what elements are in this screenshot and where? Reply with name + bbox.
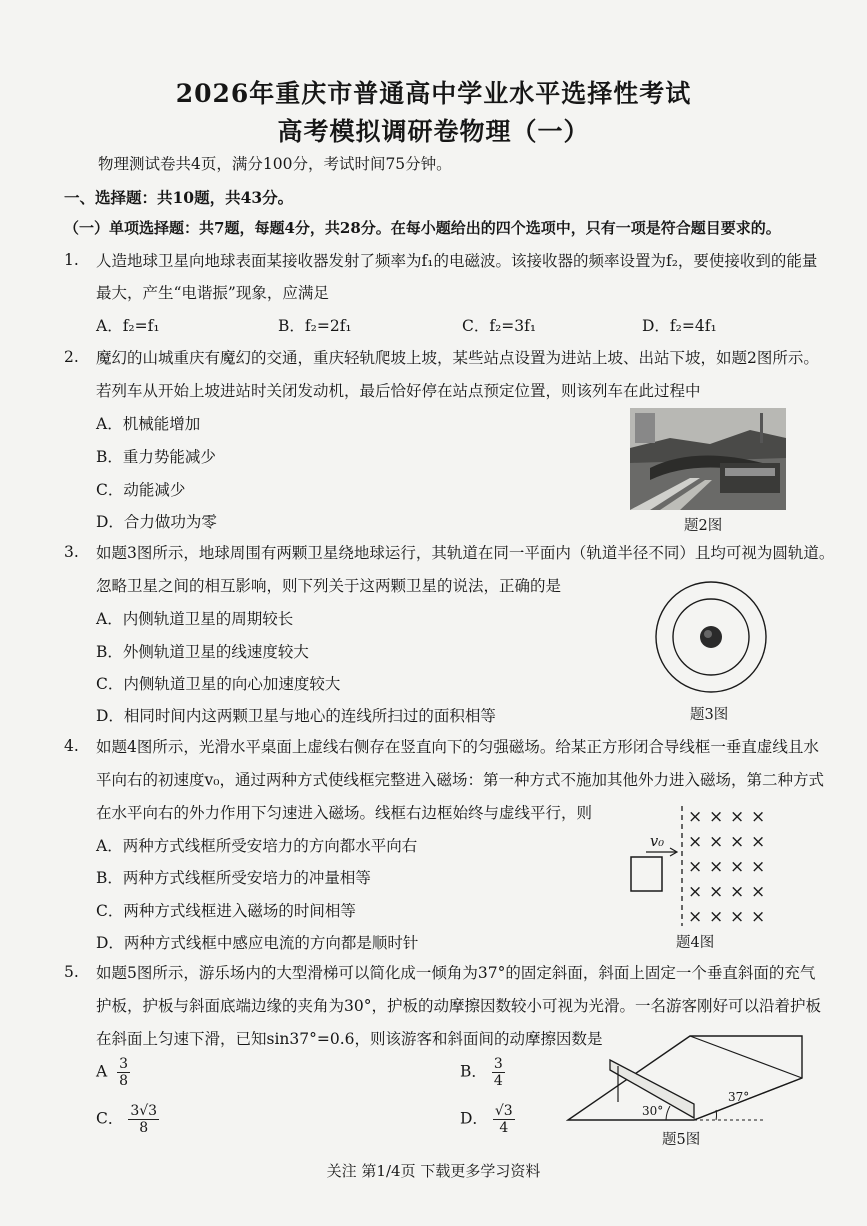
- q3-stem-line2: 忽略卫星之间的相互影响，则下列关于这两颗卫星的说法，正确的是: [96, 577, 562, 595]
- q2-option-c: C．动能减少: [96, 481, 186, 499]
- q2-stem-line2: 若列车从开始上坡进站时关闭发动机，最后恰好停在站点预定位置，则该列车在此过程中: [96, 382, 701, 400]
- field-cross-symbol: ×: [709, 882, 724, 902]
- field-cross-symbol: ×: [751, 807, 766, 827]
- q5-option-a-label: A: [96, 1062, 108, 1081]
- earth: [700, 626, 722, 648]
- exam-title: 2026年重庆市普通高中学业水平选择性考试: [175, 79, 692, 108]
- field-cross-symbol: ×: [730, 807, 745, 827]
- q2-option-d: D．合力做功为零: [96, 513, 217, 531]
- field-cross-symbol: ×: [688, 907, 703, 927]
- q3-option-d: D．相同时间内这两颗卫星与地心的连线所扫过的面积相等: [96, 707, 496, 725]
- field-cross-symbol: ×: [751, 857, 766, 877]
- field-cross-symbol: ×: [730, 832, 745, 852]
- q3-number: 3.: [64, 543, 79, 561]
- q5-number: 5.: [64, 963, 79, 981]
- q3-option-b: B．外侧轨道卫星的线速度较大: [96, 643, 309, 661]
- q1-option-d: D．f₂=4f₁: [642, 317, 717, 335]
- q5-option-d-label: D．: [460, 1109, 488, 1128]
- q1-stem-line1: 人造地球卫星向地球表面某接收器发射了频率为f₁的电磁波。该接收器的频率设置为f₂，要使接收到的能量: [96, 252, 818, 270]
- q4-option-d: D．两种方式线框中感应电流的方向都是顺时针: [96, 934, 419, 952]
- q4-magnetic-field-diagram: [626, 800, 776, 930]
- q3-option-c: C．内侧轨道卫星的向心加速度较大: [96, 675, 341, 693]
- field-cross-symbol: ×: [751, 832, 766, 852]
- q5-option-d-fraction: $\frac{√3}{4}$: [494, 1103, 513, 1136]
- q2-stem-line1: 魔幻的山城重庆有魔幻的交通，重庆轻轨爬坡上坡，某些站点设置为进站上坡、出站下坡，如题2图所示。: [96, 349, 819, 367]
- field-cross-symbol: ×: [730, 907, 745, 927]
- q2-option-b: B．重力势能减少: [96, 448, 216, 466]
- q2-option-a: A．机械能增加: [96, 415, 201, 433]
- exam-intro: 物理测试卷共4页，满分100分，考试时间75分钟。: [98, 155, 452, 173]
- q2-figure-caption: 题2图: [684, 518, 723, 534]
- q1-number: 1.: [64, 251, 79, 269]
- q5-option-d: [460, 1103, 515, 1136]
- field-cross-symbol: ×: [709, 857, 724, 877]
- q4-stem-line1: 如题4图所示，光滑水平桌面上虚线右侧存在竖直向下的匀强磁场。给某正方形闭合导线框一垂直虚线且水: [96, 738, 819, 756]
- q3-stem-line1: 如题3图所示，地球周围有两颗卫星绕地球运行，其轨道在同一平面内（轨道半径不同）且均可视为圆轨道。: [96, 544, 835, 562]
- q4-option-b: B．两种方式线框所受安培力的冲量相等: [96, 869, 371, 887]
- section-heading: 一、选择题：共10题，共43分。: [64, 188, 294, 207]
- q4-v0-label: v₀: [650, 834, 665, 850]
- q4-option-c: C．两种方式线框进入磁场的时间相等: [96, 902, 356, 920]
- field-cross-symbol: ×: [751, 907, 766, 927]
- q5-option-c: [96, 1103, 159, 1136]
- field-cross-symbol: ×: [688, 882, 703, 902]
- field-cross-symbol: ×: [688, 857, 703, 877]
- q5-slide-diagram: [566, 1030, 806, 1126]
- q4-stem-line2: 平向右的初速度v₀，通过两种方式使线框完整进入磁场：第一种方式不施加其他外力进入磁场，第二种方式: [96, 771, 824, 789]
- q3-option-a: A．内侧轨道卫星的周期较长: [96, 610, 294, 628]
- q5-stem-line2: 护板，护板与斜面底端边缘的夹角为30°，护板的动摩擦因数较小可视为光滑。一名游客刚好可以沿着护板: [96, 997, 821, 1015]
- q5-option-b-fraction: $\frac{3}{4}$: [493, 1056, 503, 1089]
- q5-option-c-label: C．: [96, 1109, 124, 1128]
- q4-stem-line3: 在水平向右的外力作用下匀速进入磁场。线框右边框始终与虚线平行，则: [96, 804, 593, 822]
- q3-orbit-diagram: [650, 578, 772, 700]
- q5-option-c-fraction: $\frac{3√3}{8}$: [130, 1103, 158, 1136]
- field-cross-symbol: ×: [709, 907, 724, 927]
- q1-option-a: A．f₂=f₁: [96, 317, 160, 335]
- q5-angle-30: 30°: [642, 1104, 664, 1118]
- q2-number: 2.: [64, 348, 79, 366]
- subsection-heading: （一）单项选择题：共7题，每题4分，共28分。在每小题给出的四个选项中，只有一项是符合题目要求的。: [64, 219, 781, 237]
- q1-option-b: B．f₂=2f₁: [278, 317, 352, 335]
- q5-stem-line1: 如题5图所示，游乐场内的大型滑梯可以简化成一倾角为37°的固定斜面，斜面上固定一个垂直斜面的充气: [96, 964, 816, 982]
- q5-angle-37: 37°: [728, 1090, 750, 1104]
- q5-option-b-label: B．: [460, 1062, 487, 1081]
- q1-option-c: C．f₂=3f₁: [462, 317, 537, 335]
- q5-stem-line3: 在斜面上匀速下滑，已知sin37°=0.6，则该游客和斜面间的动摩擦因数是: [96, 1030, 603, 1048]
- field-cross-symbol: ×: [688, 832, 703, 852]
- field-cross-symbol: ×: [709, 807, 724, 827]
- q4-figure-caption: 题4图: [676, 935, 715, 951]
- field-cross-symbol: ×: [688, 807, 703, 827]
- square-loop: [631, 857, 662, 891]
- q5-option-a-fraction: $\frac{3}{8}$: [119, 1056, 128, 1089]
- q4-option-a: A．两种方式线框所受安培力的方向都水平向右: [96, 837, 418, 855]
- exam-subtitle: 高考模拟调研卷物理（一）: [277, 117, 590, 146]
- field-cross-symbol: ×: [730, 882, 745, 902]
- q3-figure-caption: 题3图: [690, 707, 729, 723]
- q4-number: 4.: [64, 737, 79, 755]
- q2-train-photo: [630, 408, 786, 510]
- q5-figure-caption: 题5图: [662, 1132, 701, 1148]
- q5-option-a: [96, 1056, 130, 1089]
- page-footer: 关注 第1/4页 下载更多学习资料: [326, 1162, 541, 1180]
- field-cross-symbol: ×: [709, 832, 724, 852]
- q5-option-b: [460, 1056, 505, 1089]
- field-cross-symbol: ×: [730, 857, 745, 877]
- q1-stem-line2: 最大，产生“电谐振”现象，应满足: [96, 284, 329, 302]
- field-cross-symbol: ×: [751, 882, 766, 902]
